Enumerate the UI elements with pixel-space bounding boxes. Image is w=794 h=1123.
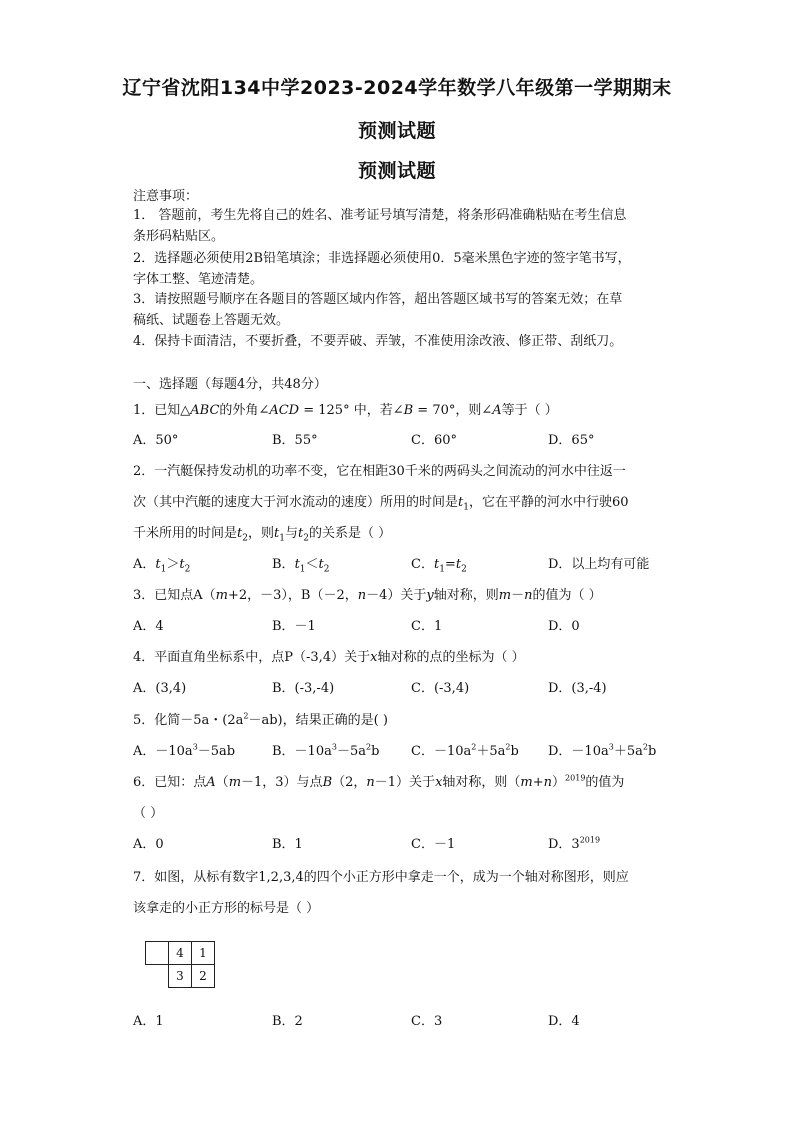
option-b[interactable]: B．$t_1<t_2$: [272, 557, 330, 575]
question-2-line2: 次（其中汽艇的速度大于河水流动的速度）所用的时间是$t_1$，它在平静的河水中行驶60: [133, 495, 629, 513]
option-a[interactable]: A．$t_1>t_2$: [133, 557, 191, 575]
option-d[interactable]: D．4: [548, 1014, 580, 1029]
option-b[interactable]: B．－1: [272, 619, 316, 634]
option-c[interactable]: C．$t_1=t_2$: [411, 557, 467, 575]
square-grid-figure: [145, 941, 219, 989]
option-a[interactable]: A．1: [133, 1014, 164, 1029]
exam-subtitle-repeat: 预测试题: [357, 160, 436, 182]
option-b[interactable]: B．(-3,-4): [272, 681, 335, 696]
option-a[interactable]: A．50°: [133, 433, 179, 448]
question-2: 2．一汽艇保持发动机的功率不变，它在相距30千米的两码头之间流动的河水中往返一: [133, 464, 626, 479]
question-7: 7．如图，从标有数字1,2,3,4的四个小正方形中拿走一个，成为一个轴对称图形，则应: [133, 870, 629, 885]
grid-cell-blank: [145, 941, 169, 965]
grid-cell-1: 1: [191, 941, 215, 965]
option-d[interactable]: D．(3,-4): [548, 681, 607, 696]
notice-line: 稿纸、试题卷上答题无效。: [133, 313, 290, 328]
grid-cell-3: 3: [168, 964, 192, 988]
grid-cell-2: 2: [191, 964, 215, 988]
option-c[interactable]: C．－1: [411, 837, 456, 852]
option-a[interactable]: A．$-10a^3-5ab$: [133, 742, 236, 759]
grid-cell-4: 4: [168, 941, 192, 965]
option-d[interactable]: D．65°: [548, 433, 595, 448]
option-d[interactable]: D．0: [548, 619, 580, 634]
notice-line: 4．保持卡面清洁，不要折叠，不要弄破、弄皱，不准使用涂改液、修正带、刮纸刀。: [133, 334, 623, 349]
question-3: 3．已知点A（m+2，－3），B（－2，n－4）关于y轴对称，则m－n的值为（ ）: [133, 588, 602, 603]
notice-line: 3．请按照题号顺序在各题目的答题区域内作答，超出答题区域书写的答案无效；在草: [133, 292, 623, 307]
option-c[interactable]: C．1: [411, 619, 443, 634]
option-a[interactable]: A．0: [133, 837, 164, 852]
question-1: 1．已知△ABC的外角∠ACD = 125° 中，若∠B = 70°，则∠A等于（ ）: [133, 403, 558, 418]
notice-line: 2．选择题必须使用2B铅笔填涂；非选择题必须使用0．5毫米黑色字迹的签字笔书写，: [133, 251, 631, 266]
question-6: 6．已知：点A（m－1，3）与点B（2，n－1）关于x轴对称，则$(m+n)^{2019}$的值为: [133, 773, 625, 790]
notice-heading: 注意事项：: [133, 189, 199, 204]
question-5: 5．化简－5a・$(2a^2-ab)$，结果正确的是( ): [133, 711, 388, 728]
option-b[interactable]: B．1: [272, 837, 303, 852]
section-heading: 一、选择题（每题4分，共48分）: [133, 377, 327, 392]
option-b[interactable]: B．2: [272, 1014, 303, 1029]
option-c[interactable]: C．$-10a^2+5a^2b$: [411, 742, 519, 759]
exam-subtitle: 预测试题: [357, 120, 436, 142]
option-b[interactable]: B．$-10a^3-5a^2b$: [272, 742, 380, 759]
option-d[interactable]: D．$-10a^3+5a^2b$: [548, 742, 657, 759]
option-c[interactable]: C．(-3,4): [411, 681, 470, 696]
question-7-line2: 该拿走的小正方形的标号是（ ）: [133, 901, 320, 916]
question-2-line3: 千米所用的时间是$t_2$，则$t_1$与$t_2$的关系是（ ）: [133, 526, 392, 544]
question-6-line2: （ ）: [133, 806, 164, 821]
option-a[interactable]: A．(3,4): [133, 681, 187, 696]
option-d[interactable]: D．$3^{2019}$: [548, 835, 601, 852]
option-d[interactable]: D．以上均有可能: [548, 557, 650, 572]
option-c[interactable]: C．60°: [411, 433, 457, 448]
notice-line: 条形码粘贴区。: [133, 229, 225, 244]
exam-title: 辽宁省沈阳134中学2023-2024学年数学八年级第一学期期末: [122, 77, 672, 99]
option-a[interactable]: A．4: [133, 619, 164, 634]
question-4: 4．平面直角坐标系中，点P（-3,4）关于x轴对称的点的坐标为（ ）: [133, 650, 525, 665]
option-c[interactable]: C．3: [411, 1014, 443, 1029]
option-b[interactable]: B．55°: [272, 433, 318, 448]
notice-line: 1． 答题前，考生先将自己的姓名、准考证号填写清楚，将条形码准确粘贴在考生信息: [133, 208, 627, 223]
notice-line: 字体工整、笔迹清楚。: [133, 272, 264, 287]
